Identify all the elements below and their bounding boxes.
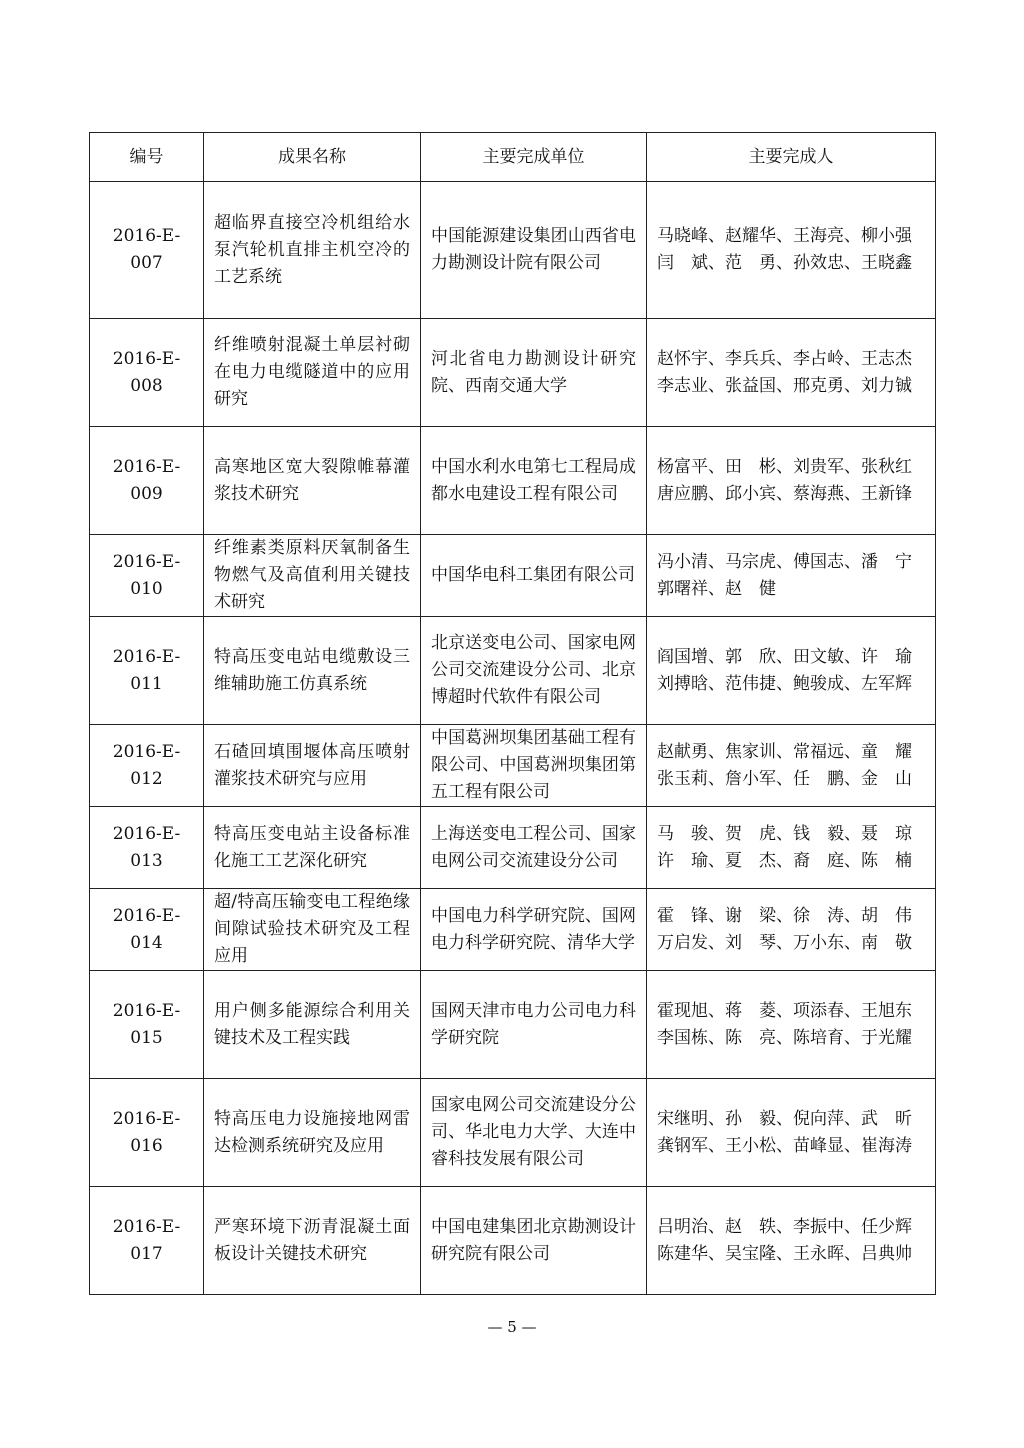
table-row: [90, 971, 936, 1079]
cell-units: 河北省电力勘测设计研究院、西南交通大学: [421, 319, 647, 427]
cell-name: 严寒环境下沥青混凝土面板设计关键技术研究: [204, 1187, 421, 1295]
table-row: [90, 535, 936, 617]
cell-name: 超临界直接空冷机组给水泵汽轮机直排主机空冷的工艺系统: [204, 182, 421, 319]
cell-name: 用户侧多能源综合利用关键技术及工程实践: [204, 971, 421, 1079]
cell-people: 霍现旭、蒋 菱、项添春、王旭东 李国栋、陈 亮、陈培育、于光耀: [647, 971, 936, 1079]
awards-table: [89, 132, 936, 1295]
cell-units: 中国葛洲坝集团基础工程有限公司、中国葛洲坝集团第五工程有限公司: [421, 725, 647, 807]
cell-people: 吕明治、赵 轶、李振中、任少辉 陈建华、吴宝隆、王永晖、吕典帅: [647, 1187, 936, 1295]
col-header-id: 编号: [90, 133, 204, 182]
header-row: [90, 133, 936, 182]
cell-id: 2016-E-017: [90, 1187, 204, 1295]
table-row: [90, 319, 936, 427]
cell-units: 中国水利水电第七工程局成都水电建设工程有限公司: [421, 427, 647, 535]
cell-id: 2016-E-007: [90, 182, 204, 319]
cell-name: 纤维素类原料厌氧制备生物燃气及高值利用关键技术研究: [204, 535, 421, 617]
cell-name: 高寒地区宽大裂隙帷幕灌浆技术研究: [204, 427, 421, 535]
cell-name: 特高压电力设施接地网雷达检测系统研究及应用: [204, 1079, 421, 1187]
cell-name: 石碴回填围堰体高压喷射灌浆技术研究与应用: [204, 725, 421, 807]
cell-people: 宋继明、孙 毅、倪向萍、武 昕 龚钢军、王小松、苗峰显、崔海涛: [647, 1079, 936, 1187]
cell-people: 冯小清、马宗虎、傅国志、潘 宁 郭曙祥、赵 健: [647, 535, 936, 617]
cell-people: 杨富平、田 彬、刘贵军、张秋红 唐应鹏、邱小宾、蔡海燕、王新锋: [647, 427, 936, 535]
cell-id: 2016-E-011: [90, 617, 204, 725]
table-row: [90, 807, 936, 889]
cell-people: 马 骏、贺 虎、钱 毅、聂 琼 许 瑜、夏 杰、裔 庭、陈 楠: [647, 807, 936, 889]
table-row: [90, 617, 936, 725]
cell-name: 超/特高压输变电工程绝缘间隙试验技术研究及工程应用: [204, 889, 421, 971]
table-row: [90, 889, 936, 971]
table-row: [90, 182, 936, 319]
cell-people: 霍 锋、谢 梁、徐 涛、胡 伟 万启发、刘 琴、万小东、南 敬: [647, 889, 936, 971]
col-header-people: 主要完成人: [647, 133, 936, 182]
cell-people: 赵怀宇、李兵兵、李占岭、王志杰 李志业、张益国、邢克勇、刘力铖: [647, 319, 936, 427]
cell-units: 中国能源建设集团山西省电力勘测设计院有限公司: [421, 182, 647, 319]
cell-name: 纤维喷射混凝土单层衬砌在电力电缆隧道中的应用研究: [204, 319, 421, 427]
cell-units: 中国电力科学研究院、国网电力科学研究院、清华大学: [421, 889, 647, 971]
table-row: [90, 1079, 936, 1187]
cell-id: 2016-E-013: [90, 807, 204, 889]
col-header-name: 成果名称: [204, 133, 421, 182]
cell-units: 国家电网公司交流建设分公司、华北电力大学、大连中睿科技发展有限公司: [421, 1079, 647, 1187]
table-row: [90, 427, 936, 535]
cell-people: 马晓峰、赵耀华、王海亮、柳小强 闫 斌、范 勇、孙效忠、王晓鑫: [647, 182, 936, 319]
cell-people: 赵献勇、焦家训、常福远、童 耀 张玉莉、詹小军、任 鹏、金 山: [647, 725, 936, 807]
cell-id: 2016-E-014: [90, 889, 204, 971]
cell-id: 2016-E-010: [90, 535, 204, 617]
cell-units: 北京送变电公司、国家电网公司交流建设分公司、北京博超时代软件有限公司: [421, 617, 647, 725]
cell-name: 特高压变电站电缆敷设三维辅助施工仿真系统: [204, 617, 421, 725]
cell-units: 国网天津市电力公司电力科学研究院: [421, 971, 647, 1079]
cell-units: 中国华电科工集团有限公司: [421, 535, 647, 617]
cell-units: 中国电建集团北京勘测设计研究院有限公司: [421, 1187, 647, 1295]
cell-name: 特高压变电站主设备标准化施工工艺深化研究: [204, 807, 421, 889]
cell-people: 阎国增、郭 欣、田文敏、许 瑜 刘搏晗、范伟捷、鲍骏成、左军辉: [647, 617, 936, 725]
page-number: — 5 —: [487, 1318, 537, 1336]
cell-id: 2016-E-009: [90, 427, 204, 535]
col-header-units: 主要完成单位: [421, 133, 647, 182]
cell-units: 上海送变电工程公司、国家电网公司交流建设分公司: [421, 807, 647, 889]
cell-id: 2016-E-016: [90, 1079, 204, 1187]
cell-id: 2016-E-012: [90, 725, 204, 807]
table-row: [90, 1187, 936, 1295]
table-row: [90, 725, 936, 807]
cell-id: 2016-E-008: [90, 319, 204, 427]
cell-id: 2016-E-015: [90, 971, 204, 1079]
